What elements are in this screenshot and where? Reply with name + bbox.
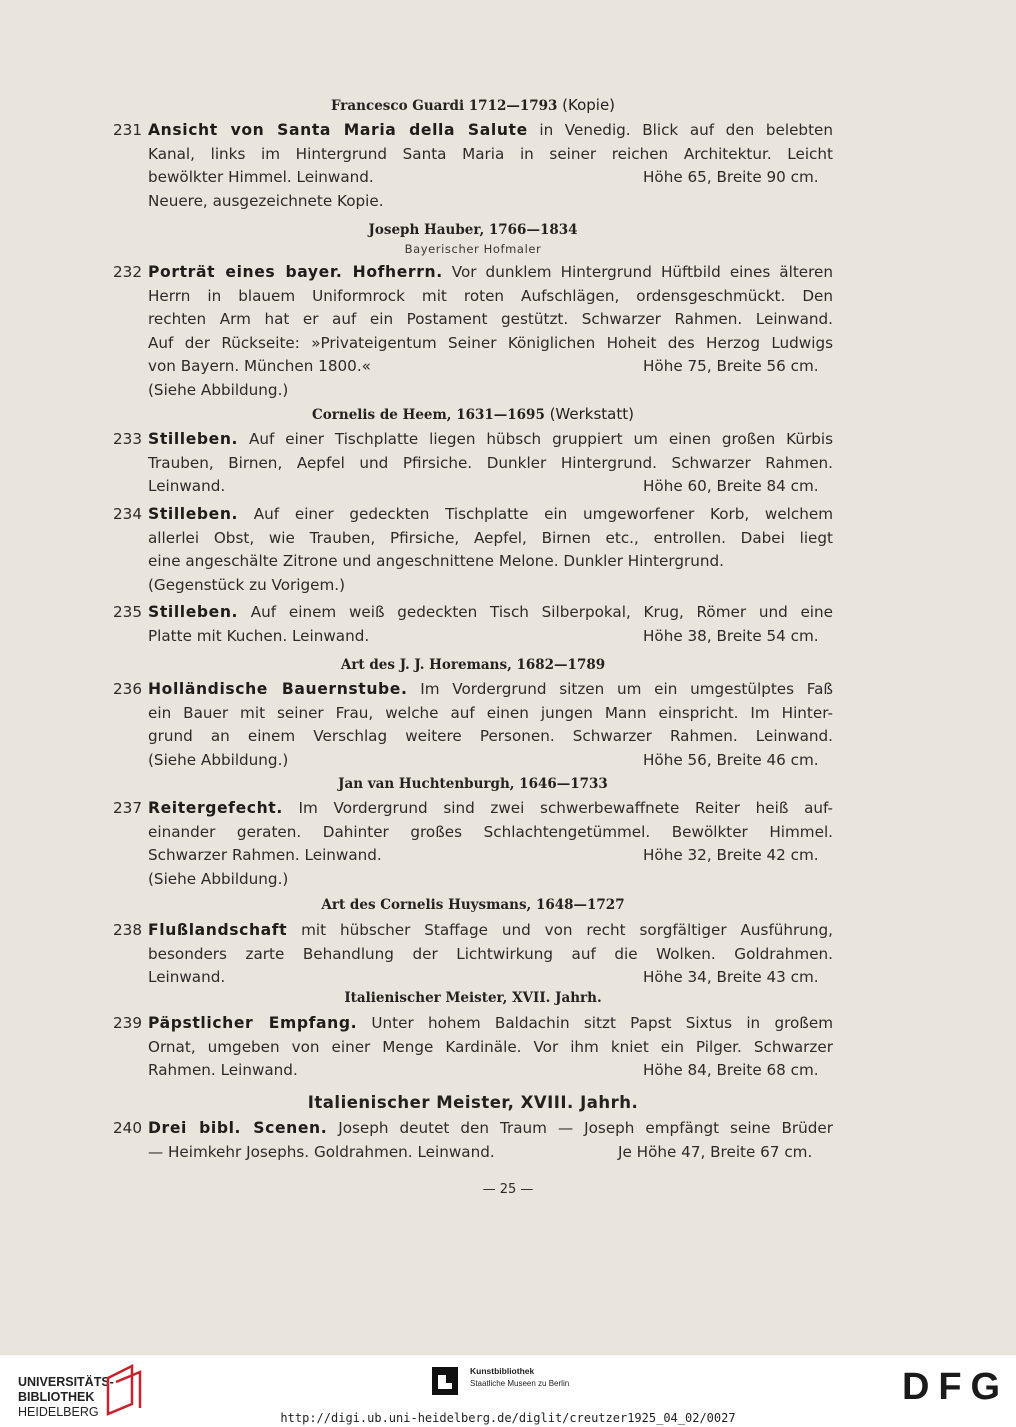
catalog-entry-231 [113, 121, 833, 215]
artist-name: Cornelis de Heem, 1631—1695 [312, 407, 545, 423]
artist-heading-horemans [113, 657, 833, 673]
entry-title: Stilleben. [148, 603, 239, 621]
catalog-entry-238 [113, 921, 833, 992]
ub-heidelberg-mark-icon [102, 1364, 144, 1416]
page-number: — 25 — [482, 1182, 534, 1197]
dfg-logo[interactable] [902, 1369, 1002, 1403]
entry-number: 233 [113, 430, 142, 448]
entry-dimensions: Höhe 32, Breite 42 cm. [643, 846, 819, 864]
artist-name: Jan van Huchtenburgh, 1646—1733 [338, 776, 608, 792]
entry-text: Im Vordergrund sitzen um ein umgestülptes Faß [420, 680, 834, 698]
entry-number: 236 [113, 680, 142, 698]
entry-dimensions: Höhe 60, Breite 84 cm. [643, 477, 819, 495]
entry-number: 234 [113, 505, 142, 523]
entry-text: rechten Arm hat er auf ein Postament gestützt. Schwarzer Rahmen. Leinwand. [148, 310, 833, 328]
ub-logo-line: HEIDELBERG [18, 1405, 99, 1419]
entry-text: Joseph deutet den Traum — Joseph empfängt seine Brüder [338, 1119, 834, 1137]
entry-text: ein Bauer mit seiner Frau, welche auf einen jungen Mann einspricht. Im Hinter- [148, 703, 833, 722]
artist-name: Italienischer Meister, XVIII. Jahrh. [307, 1093, 639, 1112]
artist-heading-de-heem [113, 405, 833, 423]
entry-text: einander geraten. Dahinter großes Schlachtengetümmel. Bewölkter Himmel. [148, 822, 833, 841]
artist-heading-huchtenburgh [113, 776, 833, 792]
entry-title: Ansicht von Santa Maria della Salute [148, 121, 528, 139]
catalog-entry-239 [113, 1014, 833, 1085]
entry-text: in Venedig. Blick auf den belebten [539, 121, 833, 139]
entry-text: Unter hohem Baldachin sitzt Papst Sixtus in großem [371, 1014, 833, 1032]
entry-number: 231 [113, 121, 142, 139]
entry-text: Leinwand. [148, 477, 226, 495]
catalog-entry-237 [113, 799, 833, 893]
entry-text: Auf einer Tischplatte liegen hübsch gruppiert um einen großen Kürbis [248, 430, 834, 448]
entry-text: Kanal, links im Hintergrund Santa Maria in seiner reichen Architektur. Leicht [148, 144, 833, 163]
entry-text: (Siehe Abbildung.) [148, 750, 289, 769]
kb-name: Kunstbibliothek [470, 1366, 535, 1376]
entry-text: (Siehe Abbildung.) [148, 869, 289, 888]
artist-heading-huysmans [113, 897, 833, 913]
entry-text: von Bayern. München 1800.« [148, 357, 371, 375]
entry-title: Holländische Bauernstube. [148, 680, 408, 698]
artist-heading-italian-xvii [113, 990, 833, 1006]
entry-number: 238 [113, 921, 142, 939]
entry-text: Rahmen. Leinwand. [148, 1061, 298, 1079]
catalog-entry-240 [113, 1119, 833, 1166]
artist-name: Art des Cornelis Huysmans, 1648—1727 [321, 897, 625, 913]
catalog-entry-236 [113, 680, 833, 774]
entry-text: bewölkter Himmel. Leinwand. [148, 168, 374, 186]
artist-note: (Werkstatt) [549, 405, 634, 423]
ub-logo-line: BIBLIOTHEK [18, 1390, 95, 1404]
entry-text: Im Vordergrund sind zwei schwerbewaffnete Reiter heiß auf- [298, 799, 834, 817]
entry-text: (Gegenstück zu Vorigem.) [148, 575, 346, 594]
artist-heading-hauber [113, 222, 833, 238]
entry-number: 240 [113, 1119, 142, 1137]
entry-dimensions: Höhe 34, Breite 43 cm. [643, 968, 819, 986]
entry-text: eine angeschälte Zitrone und angeschnittene Melone. Dunkler Hintergrund. [148, 552, 724, 570]
artist-heading-guardi [113, 96, 833, 114]
dfg-logo-text: DFG [902, 1369, 1000, 1403]
entry-title: Reitergefecht. [148, 799, 283, 817]
entry-text: Schwarzer Rahmen. Leinwand. [148, 846, 382, 864]
catalog-entry-235 [113, 603, 833, 650]
entry-text: Auf der Rückseite: »Privateigentum Seiner Königlichen Hoheit des Herzog Ludwigs [148, 333, 833, 352]
entry-dimensions: Höhe 65, Breite 90 cm. [643, 168, 819, 186]
entry-number: 235 [113, 603, 142, 621]
entry-title: Flußlandschaft [148, 921, 288, 939]
kunstbibliothek-logo-icon [432, 1367, 462, 1399]
kb-institution: Staatliche Museen zu Berlin [470, 1379, 570, 1388]
kunstbibliothek-text[interactable] [470, 1365, 569, 1390]
entry-dimensions: Höhe 75, Breite 56 cm. [643, 357, 819, 375]
digitization-footer [0, 1355, 1016, 1427]
artist-note: (Kopie) [562, 96, 616, 114]
catalog-entry-234 [113, 505, 833, 599]
entry-text: mit hübscher Staffage und von recht sorgfältiger Ausführung, [301, 921, 834, 939]
artist-heading-italian-xviii [113, 1093, 833, 1112]
permalink-url[interactable]: http://digi.ub.uni-heidelberg.de/diglit/creutzer1925_04_02/0027 [280, 1411, 736, 1425]
entry-dimensions: Höhe 84, Breite 68 cm. [643, 1061, 819, 1079]
entry-title: Stilleben. [148, 430, 239, 448]
entry-dimensions: Höhe 38, Breite 54 cm. [643, 626, 819, 645]
entry-text: Vor dunklem Hintergrund Hüftbild eines älteren [451, 263, 834, 281]
artist-name: Francesco Guardi 1712—1793 [330, 98, 558, 114]
entry-dimensions: Höhe 56, Breite 46 cm. [643, 750, 819, 769]
artist-name: Art des J. J. Horemans, 1682—1789 [340, 657, 606, 673]
entry-dimensions: Je Höhe 47, Breite 67 cm. [618, 1142, 813, 1161]
entry-text: (Siehe Abbildung.) [148, 380, 289, 399]
entry-title: Porträt eines bayer. Hofherrn. [148, 263, 443, 281]
entry-text: — Heimkehr Josephs. Goldrahmen. Leinwand. [148, 1142, 495, 1161]
entry-number: 237 [113, 799, 142, 817]
entry-text: Leinwand. [148, 968, 226, 986]
entry-text: Trauben, Birnen, Aepfel und Pfirsiche. Dunkler Hintergrund. Schwarzer Rahmen. [148, 453, 833, 472]
entry-text: besonders zarte Behandlung der Lichtwirkung auf die Wolken. Goldrahmen. [148, 944, 833, 963]
catalog-entry-233 [113, 430, 833, 501]
entry-title: Stilleben. [148, 505, 239, 523]
entry-text: Platte mit Kuchen. Leinwand. [148, 626, 370, 645]
entry-text: Neuere, ausgezeichnete Kopie. [148, 191, 384, 210]
catalog-entry-232 [113, 263, 833, 404]
entry-text: Auf einem weiß gedeckten Tisch Silberpokal, Krug, Römer und eine [250, 603, 833, 621]
artist-name: Italienischer Meister, XVII. Jahrh. [344, 990, 602, 1006]
artist-subheading: Bayerischer Hofmaler [404, 242, 542, 256]
entry-text: allerlei Obst, wie Trauben, Pfirsiche, Aepfel, Birnen etc., entrollen. Dabei liegt [148, 528, 833, 547]
entry-title: Päpstlicher Empfang. [148, 1014, 358, 1032]
entry-text: Ornat, umgeben von einer Menge Kardinäle. Vor ihm kniet ein Pilger. Schwarzer [148, 1037, 833, 1056]
entry-text: grund an einem Verschlag weitere Personen. Schwarzer Rahmen. Leinwand. [148, 727, 833, 745]
entry-title: Drei bibl. Scenen. [148, 1119, 328, 1137]
entry-text: Herrn in blauem Uniformrock mit roten Aufschlägen, ordensgeschmückt. Den [148, 286, 833, 305]
entry-number: 232 [113, 263, 142, 281]
artist-name: Joseph Hauber, 1766—1834 [368, 222, 578, 238]
entry-number: 239 [113, 1014, 142, 1032]
ub-logo-line: UNIVERSITÄTS- [18, 1375, 114, 1389]
entry-text: Auf einer gedeckten Tischplatte ein umgeworfener Korb, welchem [253, 505, 834, 523]
